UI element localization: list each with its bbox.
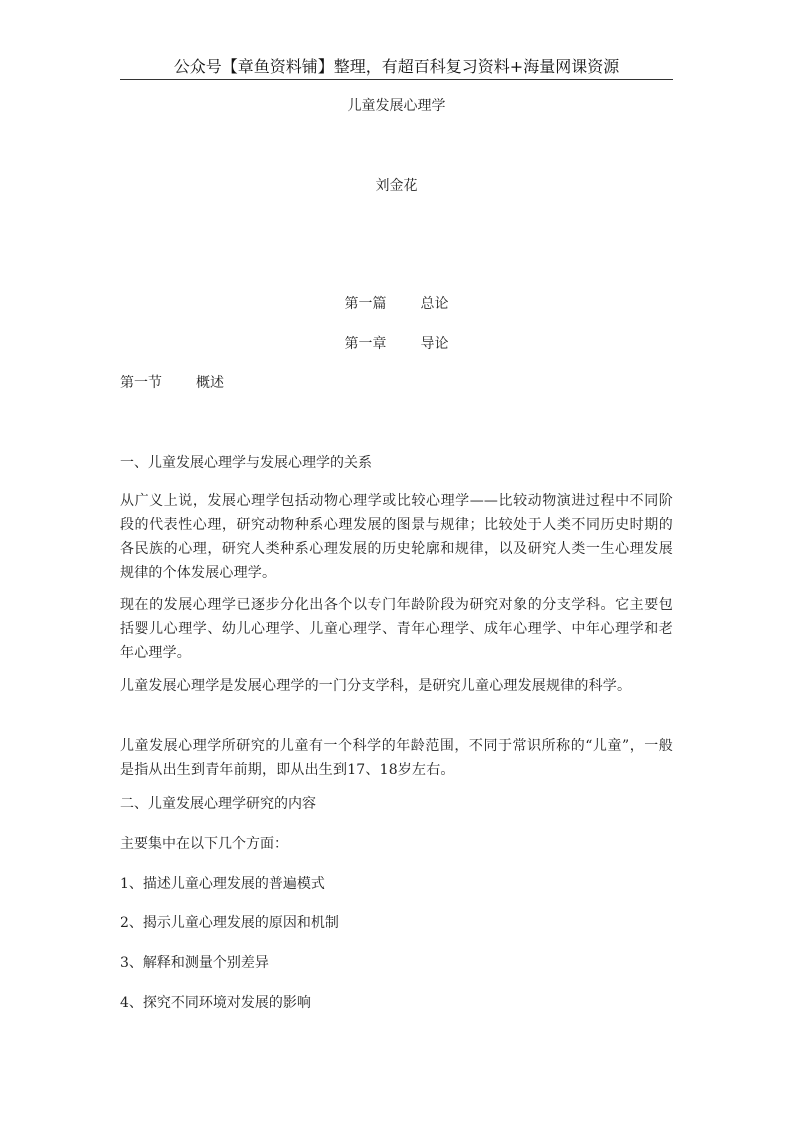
section-number: 第一节 [120, 375, 162, 391]
paragraph-age-range: 儿童发展心理学所研究的儿童有一个科学的年龄范围，不同于常识所称的“儿童”，一般是指从出生到青年前期，即从出生到17、18岁左右。 [120, 738, 673, 778]
part-name: 总论 [420, 296, 449, 312]
section-heading [120, 373, 673, 393]
list-item: 3、解释和测量个别差异 [120, 955, 269, 971]
chapter-heading [120, 334, 673, 354]
document-title: 儿童发展心理学 [347, 98, 446, 114]
list-item: 2、揭示儿童心理发展的原因和机制 [120, 915, 339, 931]
paragraph-branch-definition: 儿童发展心理学是发展心理学的一门分支学科，是研究儿童心理发展规律的科学。 [120, 678, 632, 694]
heading-relationship: 一、儿童发展心理学与发展心理学的关系 [120, 455, 372, 471]
paragraph-broad-definition: 从广义上说，发展心理学包括动物心理学或比较心理学——比较动物演进过程中不同阶段的代表性心理，研究动物种系心理发展的图景与规律；比较处于人类不同历史时期的各民族的心理，研究人类种系心理发展的历史轮廓和规律，以及研究人类一生心理发展规律的个体发展心理学。 [120, 493, 673, 581]
author-name: 刘金花 [375, 178, 418, 194]
heading-research-content: 二、儿童发展心理学研究的内容 [120, 796, 316, 812]
chapter-name: 导论 [420, 336, 449, 352]
list-item: 4、探究不同环境对发展的影响 [120, 995, 311, 1011]
header-divider [120, 79, 673, 80]
page-header: 公众号【章鱼资料铺】整理，有超百科复习资料+海量网课资源 [173, 57, 620, 76]
section-name: 概述 [196, 375, 224, 391]
chapter-number: 第一章 [344, 336, 387, 352]
part-number: 第一篇 [344, 296, 387, 312]
part-heading [120, 294, 673, 314]
list-item: 1、描述儿童心理发展的普遍模式 [120, 876, 325, 892]
content-intro: 主要集中在以下几个方面： [120, 836, 288, 852]
paragraph-subdisciplines: 现在的发展心理学已逐步分化出各个以专门年龄阶段为研究对象的分支学科。它主要包括婴儿心理学、幼儿心理学、儿童心理学、青年心理学、成年心理学、中年心理学和老年心理学。 [120, 597, 673, 661]
